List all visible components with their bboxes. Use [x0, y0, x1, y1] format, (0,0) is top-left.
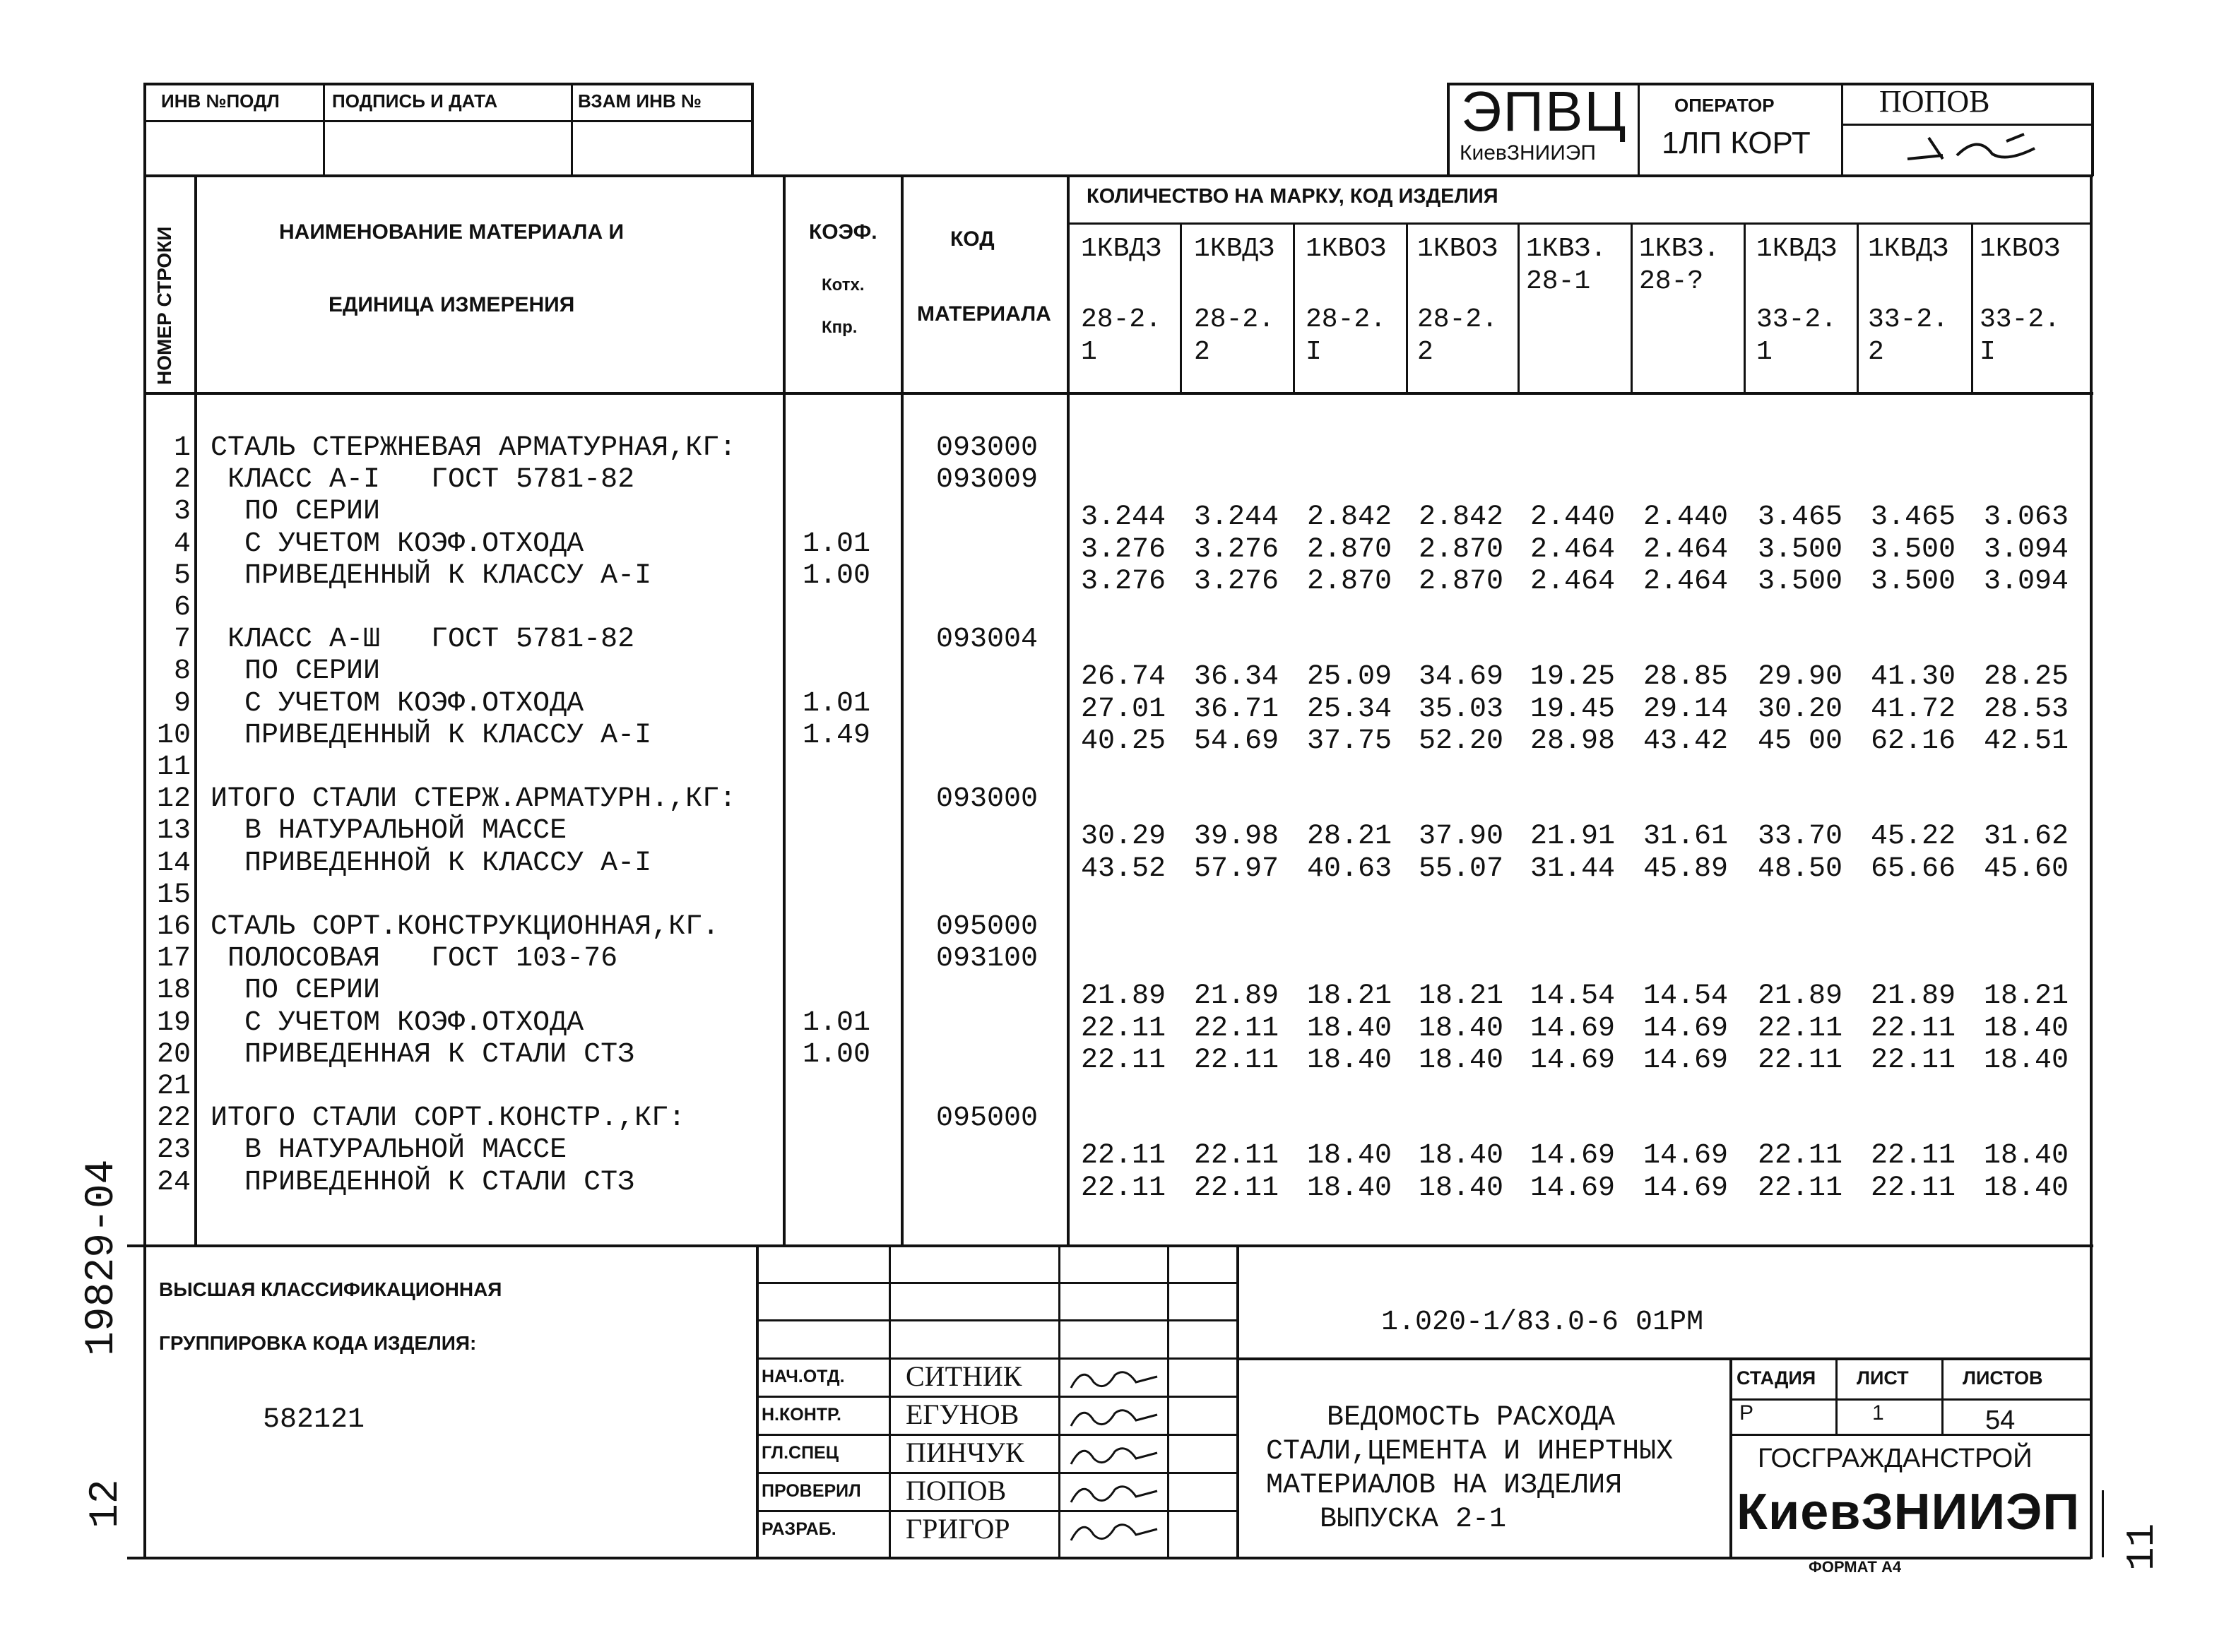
- row-value: 14.69: [1643, 1045, 1729, 1076]
- row-value: 41.30: [1871, 661, 1956, 693]
- row-number: 8: [173, 655, 191, 687]
- row-coef: 1.01: [803, 1007, 871, 1039]
- row-number-header: НОМЕР СТРОКИ: [153, 226, 175, 385]
- row-value: 37.75: [1307, 725, 1392, 757]
- row-value: 3.500: [1871, 534, 1956, 566]
- row-value: 21.89: [1871, 980, 1956, 1012]
- row-value: 28.85: [1643, 661, 1729, 693]
- signature-mark: [1065, 1514, 1164, 1549]
- row-material: В НАТУРАЛЬНОЙ МАССЕ: [211, 815, 567, 847]
- row-value: 22.11: [1194, 1172, 1279, 1204]
- col-7-l3: 1: [1756, 337, 1773, 367]
- row-coef: 1.01: [803, 528, 871, 560]
- replace-label: ВЗАМ ИНВ №: [578, 90, 702, 112]
- row-value: 3.276: [1081, 534, 1166, 566]
- row-value: 2.440: [1643, 501, 1729, 533]
- row-material: ПРИВЕДЕННОЙ К КЛАССУ А-I: [211, 848, 652, 879]
- row-value: 22.11: [1871, 1140, 1956, 1172]
- row-number: 20: [156, 1039, 191, 1071]
- row-value: 48.50: [1758, 853, 1843, 885]
- col-9-l1: 1КВОЗ: [1980, 234, 2061, 264]
- row-value: 18.40: [1419, 1172, 1504, 1204]
- row-code: 093009: [936, 464, 1039, 496]
- row-number: 10: [156, 720, 191, 751]
- row-value: 37.90: [1419, 821, 1504, 852]
- row-value: 14.69: [1530, 1172, 1616, 1204]
- row-value: 3.465: [1871, 501, 1956, 533]
- col-8-l1: 1КВДЗ: [1868, 234, 1949, 264]
- row-material: КЛАСС А-I ГОСТ 5781-82: [211, 464, 635, 496]
- row-value: 18.40: [1984, 1045, 2069, 1076]
- row-value: 22.11: [1758, 1140, 1843, 1172]
- signer-role: ГЛ.СПЕЦ: [762, 1443, 839, 1463]
- row-value: 30.20: [1758, 694, 1843, 725]
- row-value: 65.66: [1871, 853, 1956, 885]
- row-number: 2: [173, 464, 191, 496]
- row-value: 18.21: [1307, 980, 1392, 1012]
- operator-code: 1ЛП КОРТ: [1662, 126, 1811, 160]
- sheet-value: 1: [1872, 1401, 1884, 1425]
- row-material: ПО СЕРИИ: [211, 496, 381, 528]
- col-6-l2: 28-?: [1639, 266, 1704, 297]
- org-sub: КиевЗНИИЭП: [1460, 141, 1596, 165]
- row-value: 22.11: [1194, 1013, 1279, 1045]
- code-header-2: МАТЕРИАЛА: [917, 302, 1051, 326]
- row-value: 14.69: [1530, 1045, 1616, 1076]
- row-value: 35.03: [1419, 694, 1504, 725]
- row-material: СТАЛЬ СОРТ.КОНСТРУКЦИОННАЯ,КГ.: [211, 911, 720, 943]
- row-material: ИТОГО СТАЛИ СОРТ.КОНСТР.,КГ:: [211, 1103, 686, 1134]
- side-page: 12: [83, 1479, 129, 1528]
- row-value: 18.21: [1984, 980, 2069, 1012]
- row-value: 40.63: [1307, 853, 1392, 885]
- col-4-l2: 28-2.: [1417, 304, 1498, 335]
- row-value: 2.870: [1307, 534, 1392, 566]
- row-value: 2.842: [1307, 501, 1392, 533]
- col-9-l2: 33-2.: [1980, 304, 2061, 335]
- row-value: 45 00: [1758, 725, 1843, 757]
- row-value: 3.500: [1758, 566, 1843, 598]
- row-value: 18.40: [1984, 1172, 2069, 1204]
- row-value: 45.60: [1984, 853, 2069, 885]
- row-value: 40.25: [1081, 725, 1166, 757]
- row-value: 27.01: [1081, 694, 1166, 725]
- row-number: 18: [156, 975, 191, 1006]
- col-3-l3: I: [1306, 337, 1322, 367]
- sheets-label: ЛИСТОВ: [1963, 1367, 2043, 1389]
- row-value: 28.53: [1984, 694, 2069, 725]
- row-value: 55.07: [1419, 853, 1504, 885]
- col-8-l2: 33-2.: [1868, 304, 1949, 335]
- row-value: 14.69: [1643, 1013, 1729, 1045]
- row-value: 28.21: [1307, 821, 1392, 852]
- row-value: 22.11: [1871, 1013, 1956, 1045]
- row-value: 14.54: [1643, 980, 1729, 1012]
- row-value: 3.276: [1194, 566, 1279, 598]
- row-value: 30.29: [1081, 821, 1166, 852]
- signer-role: Н.КОНТР.: [762, 1405, 841, 1425]
- row-value: 21.89: [1194, 980, 1279, 1012]
- row-value: 19.45: [1530, 694, 1616, 725]
- row-value: 3.465: [1758, 501, 1843, 533]
- row-value: 2.464: [1643, 534, 1729, 566]
- row-number: 15: [156, 879, 191, 911]
- sign-label: ПОДПИСЬ И ДАТА: [332, 90, 498, 112]
- row-material: С УЧЕТОМ КОЭФ.ОТХОДА: [211, 688, 584, 720]
- row-value: 22.11: [1081, 1140, 1166, 1172]
- row-number: 1: [173, 432, 191, 464]
- row-value: 62.16: [1871, 725, 1956, 757]
- row-number: 12: [156, 783, 191, 815]
- row-material: С УЧЕТОМ КОЭФ.ОТХОДА: [211, 528, 584, 560]
- row-value: 31.44: [1530, 853, 1616, 885]
- row-value: 22.11: [1194, 1140, 1279, 1172]
- row-value: 18.40: [1984, 1140, 2069, 1172]
- row-value: 3.500: [1871, 566, 1956, 598]
- col-5-l2: 28-1: [1526, 266, 1591, 297]
- signer-role: ПРОВЕРИЛ: [762, 1481, 861, 1501]
- operator-label: ОПЕРАТОР: [1674, 95, 1775, 116]
- row-material: В НАТУРАЛЬНОЙ МАССЕ: [211, 1134, 567, 1166]
- row-value: 2.464: [1530, 534, 1616, 566]
- row-value: 18.40: [1307, 1045, 1392, 1076]
- row-value: 36.71: [1194, 694, 1279, 725]
- row-value: 21.89: [1081, 980, 1166, 1012]
- col-4-l1: 1КВОЗ: [1417, 234, 1498, 264]
- row-material: ПРИВЕДЕННОЙ К СТАЛИ СТЗ: [211, 1167, 635, 1199]
- row-value: 2.870: [1419, 534, 1504, 566]
- row-number: 13: [156, 815, 191, 847]
- row-number: 3: [173, 496, 191, 528]
- signature-mark: [1065, 1361, 1164, 1396]
- row-value: 25.34: [1307, 694, 1392, 725]
- row-material: СТАЛЬ СТЕРЖНЕВАЯ АРМАТУРНАЯ,КГ:: [211, 432, 737, 464]
- row-value: 26.74: [1081, 661, 1166, 693]
- operator-signature: [1900, 127, 2042, 170]
- row-value: 43.42: [1643, 725, 1729, 757]
- col-2-l2: 28-2.: [1194, 304, 1275, 335]
- row-value: 36.34: [1194, 661, 1279, 693]
- col-2-l1: 1КВДЗ: [1194, 234, 1275, 264]
- side-right-number: 11: [2119, 1523, 2165, 1571]
- row-code: 093000: [936, 432, 1039, 464]
- row-value: 22.11: [1081, 1045, 1166, 1076]
- row-value: 14.54: [1530, 980, 1616, 1012]
- row-material: С УЧЕТОМ КОЭФ.ОТХОДА: [211, 1007, 584, 1039]
- row-material: ИТОГО СТАЛИ СТЕРЖ.АРМАТУРН.,КГ:: [211, 783, 737, 815]
- col-1-l1: 1КВДЗ: [1081, 234, 1162, 264]
- row-value: 29.14: [1643, 694, 1729, 725]
- row-value: 18.40: [1307, 1013, 1392, 1045]
- material-header-1: НАИМЕНОВАНИЕ МАТЕРИАЛА И: [279, 220, 625, 244]
- row-value: 18.40: [1984, 1013, 2069, 1045]
- sheets-value: 54: [1985, 1406, 2016, 1435]
- qty-header: КОЛИЧЕСТВО НА МАРКУ, КОД ИЗДЕЛИЯ: [1087, 185, 1498, 208]
- signature-mark: [1065, 1437, 1164, 1473]
- row-number: 4: [173, 528, 191, 560]
- signer-role: РАЗРАБ.: [762, 1519, 836, 1539]
- row-value: 3.276: [1081, 566, 1166, 598]
- row-value: 42.51: [1984, 725, 2069, 757]
- row-value: 3.094: [1984, 566, 2069, 598]
- col-3-l1: 1КВОЗ: [1306, 234, 1387, 264]
- row-value: 2.464: [1643, 566, 1729, 598]
- row-value: 2.440: [1530, 501, 1616, 533]
- row-value: 21.89: [1758, 980, 1843, 1012]
- row-value: 22.11: [1758, 1045, 1843, 1076]
- title-line-2: СТАЛИ,ЦЕМЕНТА И ИНЕРТНЫХ: [1266, 1436, 1674, 1468]
- row-value: 2.842: [1419, 501, 1504, 533]
- col-8-l3: 2: [1868, 337, 1884, 367]
- title-line-3: МАТЕРИАЛОВ НА ИЗДЕЛИЯ: [1266, 1470, 1623, 1502]
- row-value: 34.69: [1419, 661, 1504, 693]
- row-value: 39.98: [1194, 821, 1279, 852]
- row-number: 5: [173, 560, 191, 592]
- row-value: 3.244: [1081, 501, 1166, 533]
- row-value: 22.11: [1871, 1045, 1956, 1076]
- title-line-1: ВЕДОМОСТЬ РАСХОДА: [1327, 1402, 1616, 1434]
- row-value: 52.20: [1419, 725, 1504, 757]
- row-value: 3.276: [1194, 534, 1279, 566]
- format-label: ФОРМАТ А4: [1809, 1558, 1902, 1572]
- row-value: 14.69: [1643, 1172, 1729, 1204]
- row-value: 31.61: [1643, 821, 1729, 852]
- row-material: ПРИВЕДЕННЫЙ К КЛАССУ А-I: [211, 560, 652, 592]
- row-code: 093004: [936, 624, 1039, 655]
- row-value: 18.21: [1419, 980, 1504, 1012]
- row-material: ПРИВЕДЕННАЯ К СТАЛИ СТЗ: [211, 1039, 635, 1071]
- col-3-l2: 28-2.: [1306, 304, 1387, 335]
- stage-label: СТАДИЯ: [1737, 1367, 1816, 1389]
- operator-name: ПОПОВ: [1879, 84, 1990, 119]
- signer-name: СИТНИК: [906, 1360, 1022, 1392]
- signer-name: ЕГУНОВ: [906, 1398, 1019, 1430]
- row-value: 21.91: [1530, 821, 1616, 852]
- row-value: 22.11: [1871, 1172, 1956, 1204]
- row-value: 22.11: [1758, 1172, 1843, 1204]
- row-number: 16: [156, 911, 191, 943]
- row-material: ПОЛОСОВАЯ ГОСТ 103-76: [211, 943, 618, 975]
- k-pr-label: Кпр.: [822, 318, 858, 337]
- row-material: КЛАСС А-Ш ГОСТ 5781-82: [211, 624, 635, 655]
- row-value: 22.11: [1081, 1013, 1166, 1045]
- col-2-l3: 2: [1194, 337, 1210, 367]
- inv-label: ИНВ №ПОДЛ: [161, 90, 280, 112]
- col-7-l1: 1КВДЗ: [1756, 234, 1838, 264]
- row-value: 22.11: [1194, 1045, 1279, 1076]
- row-value: 19.25: [1530, 661, 1616, 693]
- row-number: 14: [156, 848, 191, 879]
- col-7-l2: 33-2.: [1756, 304, 1838, 335]
- org-name: ГОСГРАЖДАНСТРОЙ: [1758, 1444, 2033, 1473]
- coef-header: КОЭФ.: [809, 220, 877, 244]
- signer-name: ПОПОВ: [906, 1475, 1007, 1507]
- row-value: 2.870: [1419, 566, 1504, 598]
- row-code: 095000: [936, 1103, 1039, 1134]
- col-1-l3: 1: [1081, 337, 1097, 367]
- stage-value: Р: [1739, 1401, 1754, 1425]
- code-header-1: КОД: [950, 227, 995, 251]
- org-short: ЭПВЦ: [1461, 80, 1628, 143]
- row-code: 093100: [936, 943, 1039, 975]
- row-number: 19: [156, 1007, 191, 1039]
- title-line-4: ВЫПУСКА 2-1: [1320, 1504, 1507, 1535]
- row-value: 22.11: [1081, 1172, 1166, 1204]
- row-code: 095000: [936, 911, 1039, 943]
- row-value: 18.40: [1419, 1140, 1504, 1172]
- col-4-l3: 2: [1417, 337, 1433, 367]
- signer-name: ГРИГОР: [906, 1513, 1010, 1545]
- org-logo-text: КиевЗНИИЭП: [1737, 1484, 2081, 1540]
- side-number: 19829-04: [79, 1159, 125, 1356]
- row-value: 43.52: [1081, 853, 1166, 885]
- sheet-label: ЛИСТ: [1857, 1367, 1909, 1389]
- row-value: 29.90: [1758, 661, 1843, 693]
- row-number: 7: [173, 624, 191, 655]
- row-value: 3.500: [1758, 534, 1843, 566]
- row-number: 9: [173, 688, 191, 720]
- row-value: 31.62: [1984, 821, 2069, 852]
- row-value: 54.69: [1194, 725, 1279, 757]
- row-number: 17: [156, 943, 191, 975]
- row-value: 33.70: [1758, 821, 1843, 852]
- row-value: 18.40: [1419, 1013, 1504, 1045]
- row-value: 14.69: [1643, 1140, 1729, 1172]
- row-value: 25.09: [1307, 661, 1392, 693]
- col-1-l2: 28-2.: [1081, 304, 1162, 335]
- row-value: 41.72: [1871, 694, 1956, 725]
- row-value: 3.244: [1194, 501, 1279, 533]
- row-material: ПРИВЕДЕННЫЙ К КЛАССУ А-I: [211, 720, 652, 751]
- material-header-2: ЕДИНИЦА ИЗМЕРЕНИЯ: [329, 293, 575, 316]
- row-number: 24: [156, 1167, 191, 1199]
- row-coef: 1.49: [803, 720, 871, 751]
- row-coef: 1.01: [803, 688, 871, 720]
- row-value: 28.98: [1530, 725, 1616, 757]
- row-value: 18.40: [1307, 1172, 1392, 1204]
- row-value: 2.464: [1530, 566, 1616, 598]
- row-coef: 1.00: [803, 560, 871, 592]
- row-number: 22: [156, 1103, 191, 1134]
- row-value: 22.11: [1758, 1013, 1843, 1045]
- row-material: ПО СЕРИИ: [211, 655, 381, 687]
- col-6-l1: 1КВЗ.: [1639, 234, 1720, 264]
- signer-role: НАЧ.ОТД.: [762, 1367, 845, 1386]
- row-value: 45.89: [1643, 853, 1729, 885]
- row-number: 6: [173, 592, 191, 624]
- col-9-l3: I: [1980, 337, 1996, 367]
- row-coef: 1.00: [803, 1039, 871, 1071]
- row-value: 57.97: [1194, 853, 1279, 885]
- row-value: 2.870: [1307, 566, 1392, 598]
- row-value: 18.40: [1307, 1140, 1392, 1172]
- class-label-1: ВЫСШАЯ КЛАССИФИКАЦИОННАЯ: [159, 1278, 502, 1300]
- row-value: 28.25: [1984, 661, 2069, 693]
- row-number: 21: [156, 1071, 191, 1103]
- row-value: 14.69: [1530, 1140, 1616, 1172]
- row-value: 3.094: [1984, 534, 2069, 566]
- row-number: 23: [156, 1134, 191, 1166]
- row-material: ПО СЕРИИ: [211, 975, 381, 1006]
- col-5-l1: 1КВЗ.: [1526, 234, 1607, 264]
- row-value: 18.40: [1419, 1045, 1504, 1076]
- signature-mark: [1065, 1399, 1164, 1434]
- class-code: 582121: [263, 1404, 365, 1436]
- row-value: 3.063: [1984, 501, 2069, 533]
- doc-code: 1.020-1/83.0-6 01РМ: [1381, 1307, 1704, 1338]
- row-number: 11: [156, 751, 191, 783]
- signer-name: ПИНЧУК: [906, 1437, 1024, 1468]
- row-code: 093000: [936, 783, 1039, 815]
- row-value: 45.22: [1871, 821, 1956, 852]
- signature-mark: [1065, 1475, 1164, 1511]
- row-value: 14.69: [1530, 1013, 1616, 1045]
- k-otx-label: Котх.: [822, 275, 865, 295]
- class-label-2: ГРУППИРОВКА КОДА ИЗДЕЛИЯ:: [159, 1332, 477, 1354]
